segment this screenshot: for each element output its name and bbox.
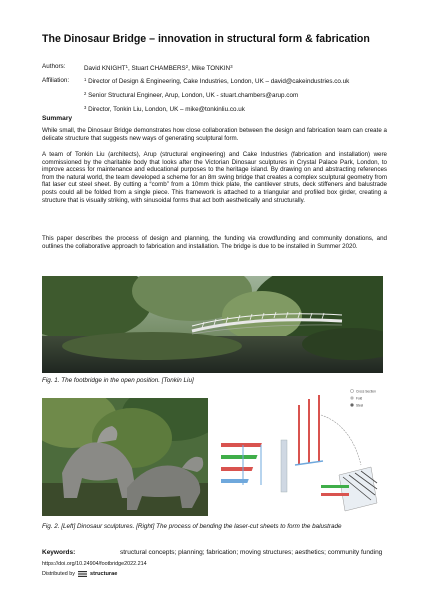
figure-1-photo [42, 276, 383, 373]
affiliation-3: $^3$ Director, Tonkin Liu, London, UK – mike@tonkinliu.co.uk [84, 105, 245, 113]
summary-heading: Summary [42, 115, 73, 122]
keywords-row [42, 549, 382, 556]
figure-2-bending-diagram [221, 385, 387, 517]
distributed-by [42, 571, 117, 577]
figure-1-caption: Fig. 1. The footbridge in the open position. [Tonkin Liu] [42, 377, 194, 384]
structurae-brand[interactable]: structurae [89, 571, 118, 577]
summary-paragraph-2: A team of Tonkin Liu (architects), Arup (structural engineering) and Cake Industries (fabrication and installation) were commissioned by the charitable body that looks after the Victorian Dinosaur sculptures in Crystal Palace Park, London, to improve access for maintenance and educational purposes to the heritage island. By drawing on and abstracting references from the natural world, the team developed a scheme for an 8m swing bridge that creates a complex sculptural geometry from flat laser cut steel sheet. By cutting a “comb” from a 10mm thick plate, the cantilever struts, deck stiffeners and balustrade posts could all be folded from a single piece. This framework is attached to a triangular and profiled box girder, creating a structure that is visually striking, with sinusoidal forms that act both aesthetically and structurally. [42, 151, 387, 204]
dinosaur-image [42, 398, 208, 516]
structurae-logo-icon [78, 571, 87, 577]
authors-label: Authors: [42, 63, 66, 70]
figure-2-caption: Fig. 2. [Left] Dinosaur sculptures. [Right] The process of bending the laser-cut sheets to form the balustrade [42, 523, 342, 530]
balustrade-bending-diagram [221, 385, 387, 517]
footbridge-image [42, 276, 383, 373]
legend-fold: Fold [356, 396, 363, 401]
authors-list: David KNIGHT$^1$, Stuart CHAMBERS$^2$, Mike TONKIN$^3$ [84, 64, 233, 72]
legend-steel: Steel [356, 403, 364, 408]
summary-paragraph-3: This paper describes the process of design and planning, the funding via crowdfunding and community donations, and outlines the collaborative approach to fabrication and installation. The bridge is due to be installed in Summer 2020. [42, 235, 387, 250]
figure-2-dinosaur-photo [42, 398, 208, 516]
doi-link[interactable]: https://doi.org/10.24904/footbridge2022.214 [42, 561, 147, 567]
legend-cross-section: Cross Section [356, 389, 376, 394]
affiliation-2: $^2$ Senior Structural Engineer, Arup, London, UK - stuart.chambers@arup.com [84, 91, 299, 99]
keywords-text: structural concepts; planning; fabrication; moving structures; aesthetics; community funding [120, 549, 383, 556]
affiliation-1: $^1$ Director of Design & Engineering, Cake Industries, London, UK – david@cakeindustries.co.uk [84, 77, 350, 85]
distributed-label: Distributed by [42, 571, 75, 577]
keywords-label: Keywords: [42, 549, 76, 556]
paper-title: The Dinosaur Bridge – innovation in structural form & fabrication [42, 33, 370, 45]
summary-paragraph-1: While small, the Dinosaur Bridge demonstrates how close collaboration between the design and fabrication team can create a delicate structure that suggests new ways of generating sculptural form. [42, 127, 387, 142]
